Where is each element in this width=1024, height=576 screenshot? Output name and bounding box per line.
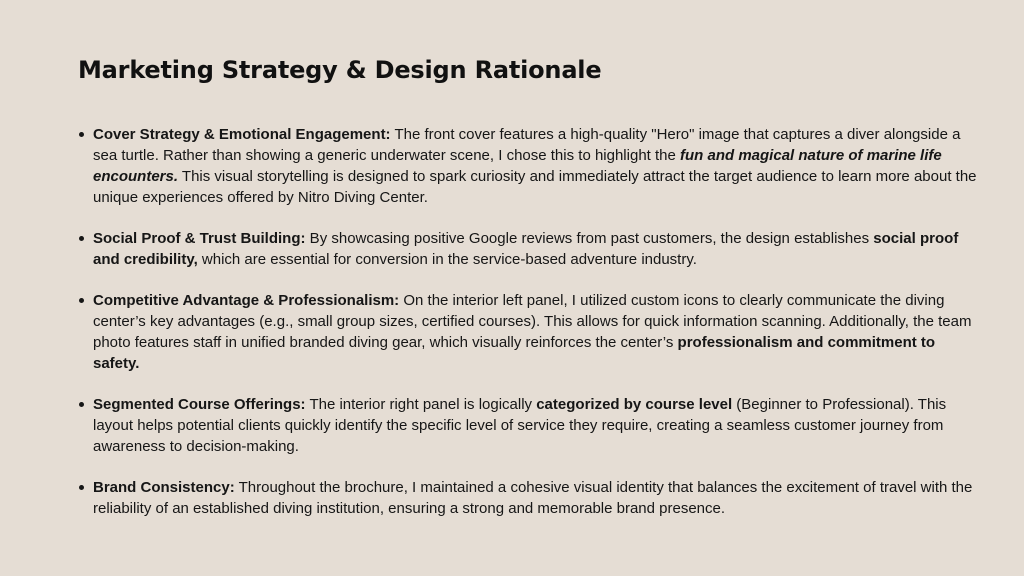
bullet-heading: Social Proof & Trust Building: <box>93 230 306 247</box>
bullet-text: Throughout the brochure, I maintained a cohesive visual identity that balances the excitement of travel with the reliability of an established diving institution, ensuring a strong and memorable brand presence. <box>93 479 973 517</box>
bullet-text: On the interior left panel, I utilized custom icons to clearly communicate the diving center’s key advantages (e.g., small group sizes, certified courses). This allows for quick information scanning. Additionally, the team photo features staff in unified branded diving gear, which visually reinforces the center’s <box>93 292 972 351</box>
bullet-brand-consistency <box>78 477 978 519</box>
rationale-list <box>78 124 978 539</box>
bullet-text: (Beginner to Professional). This layout helps potential clients quickly identify the specific level of service they require, creating a seamless customer journey from awareness to decision-making. <box>93 396 947 455</box>
bullet-social-proof <box>78 228 978 270</box>
bullet-heading: Segmented Course Offerings: <box>93 396 306 413</box>
bullet-competitive-advantage <box>78 290 978 374</box>
slide-title: Marketing Strategy & Design Rationale <box>78 56 602 84</box>
bullet-text: By showcasing positive Google reviews from past customers, the design establishes <box>305 230 874 247</box>
bullet-text: The front cover features a high-quality "Hero" image that captures a diver alongside a sea turtle. Rather than showing a generic underwater scene, I chose this to highlight the <box>93 126 961 164</box>
bullet-text: which are essential for conversion in the service-based adventure industry. <box>197 251 697 268</box>
bullet-emphasis: categorized by course level <box>536 396 733 413</box>
bullet-cover-strategy <box>78 124 978 208</box>
bullet-emphasis: social proof and credibility, <box>93 230 959 268</box>
bullet-text: The interior right panel is logically <box>305 396 537 413</box>
bullet-heading: Brand Consistency: <box>93 479 235 496</box>
bullet-heading: Competitive Advantage & Professionalism: <box>93 292 400 309</box>
bullet-segmented-courses <box>78 394 978 457</box>
bullet-heading: Cover Strategy & Emotional Engagement: <box>93 126 391 143</box>
bullet-text: This visual storytelling is designed to spark curiosity and immediately attract the target audience to learn more about the unique experiences offered by Nitro Diving Center. <box>93 168 977 206</box>
bullet-emphasis: fun and magical nature of marine life encounters. <box>93 147 942 185</box>
bullet-emphasis: professionalism and commitment to safety. <box>93 334 936 372</box>
